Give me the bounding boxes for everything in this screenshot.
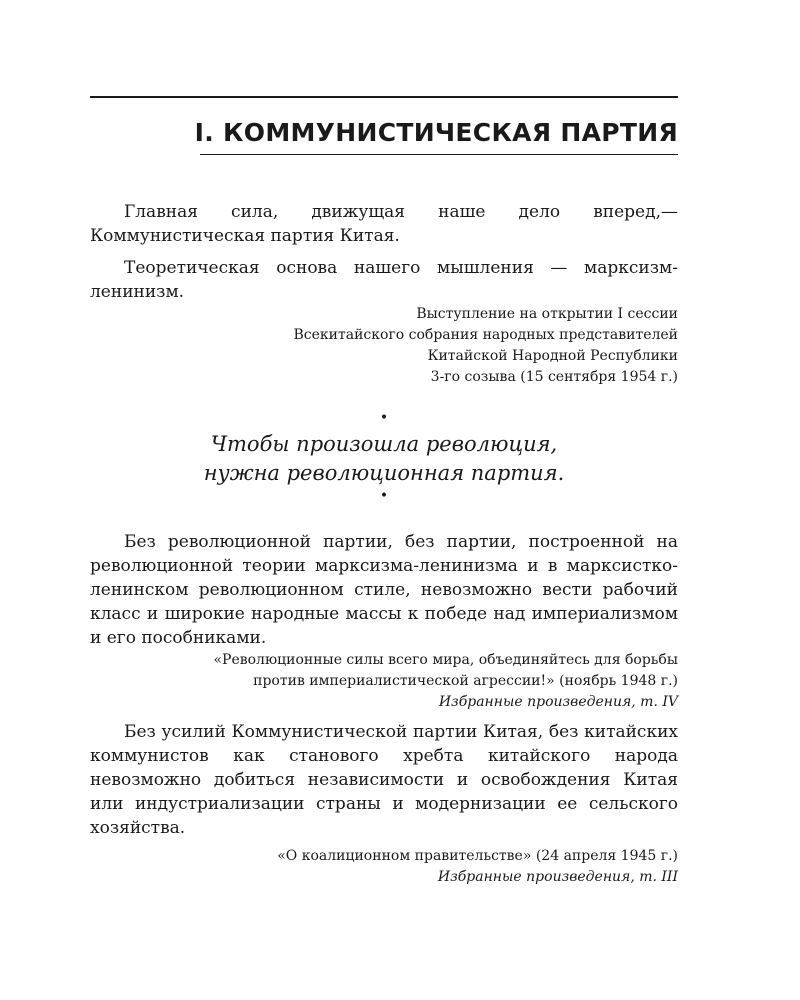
source-volume: Избранные произведения, т. III — [437, 869, 678, 885]
top-rule — [90, 96, 678, 98]
source-line: против империалистической агрессии!» (ноябрь 1948 г.) — [253, 673, 678, 689]
source-line: 3-го созыва (15 сентября 1954 г.) — [430, 369, 678, 385]
slogan-line: Чтобы произошла революция, — [210, 432, 558, 456]
source-citation-1948 — [213, 650, 678, 713]
revolution-slogan — [90, 430, 678, 488]
divider-bullet-top: • — [379, 410, 389, 426]
title-underline — [200, 154, 678, 155]
source-citation-1945 — [277, 846, 678, 888]
paragraph-communist-efforts: Без усилий Коммунистической партии Китая, без китайских коммунистов как станового хребта китайского народа невозможно добиться независимости и освобождения Китая или индустриализации страны и модернизации ее сельского хозяйства. — [90, 722, 678, 838]
paragraph-main-force: Главная сила, движущая наше дело вперед,— Коммунистическая партия Китая. — [90, 202, 678, 246]
book-page — [90, 0, 678, 1000]
source-line: «О коалиционном правительстве» (24 апреля 1945 г.) — [277, 848, 678, 864]
divider-bullet-bottom: • — [379, 488, 389, 504]
source-line: Выступление на открытии I сессии — [416, 306, 678, 322]
slogan-line: нужна революционная партия. — [203, 461, 565, 485]
source-volume: Избранные произведения, т. IV — [438, 694, 678, 710]
source-line: Всекитайского собрания народных представителей — [293, 327, 678, 343]
paragraph-revolutionary-party: Без революционной партии, без партии, построенной на революционной теории марксизма-ленинизма и в марксистко-ленинском революционном стиле, невозможно вести рабочий класс и широкие народные массы к победе над империализмом и его пособниками. — [90, 532, 678, 648]
source-citation-1954 — [294, 304, 679, 388]
paragraph-theoretical-basis: Теоретическая основа нашего мышления — марксизм-ленинизм. — [90, 258, 678, 302]
source-line: «Революционные силы всего мира, объединяйтесь для борьбы — [213, 652, 678, 668]
source-line: Китайской Народной Республики — [427, 348, 678, 364]
chapter-title: I. КОММУНИСТИЧЕСКАЯ ПАРТИЯ — [194, 118, 678, 147]
